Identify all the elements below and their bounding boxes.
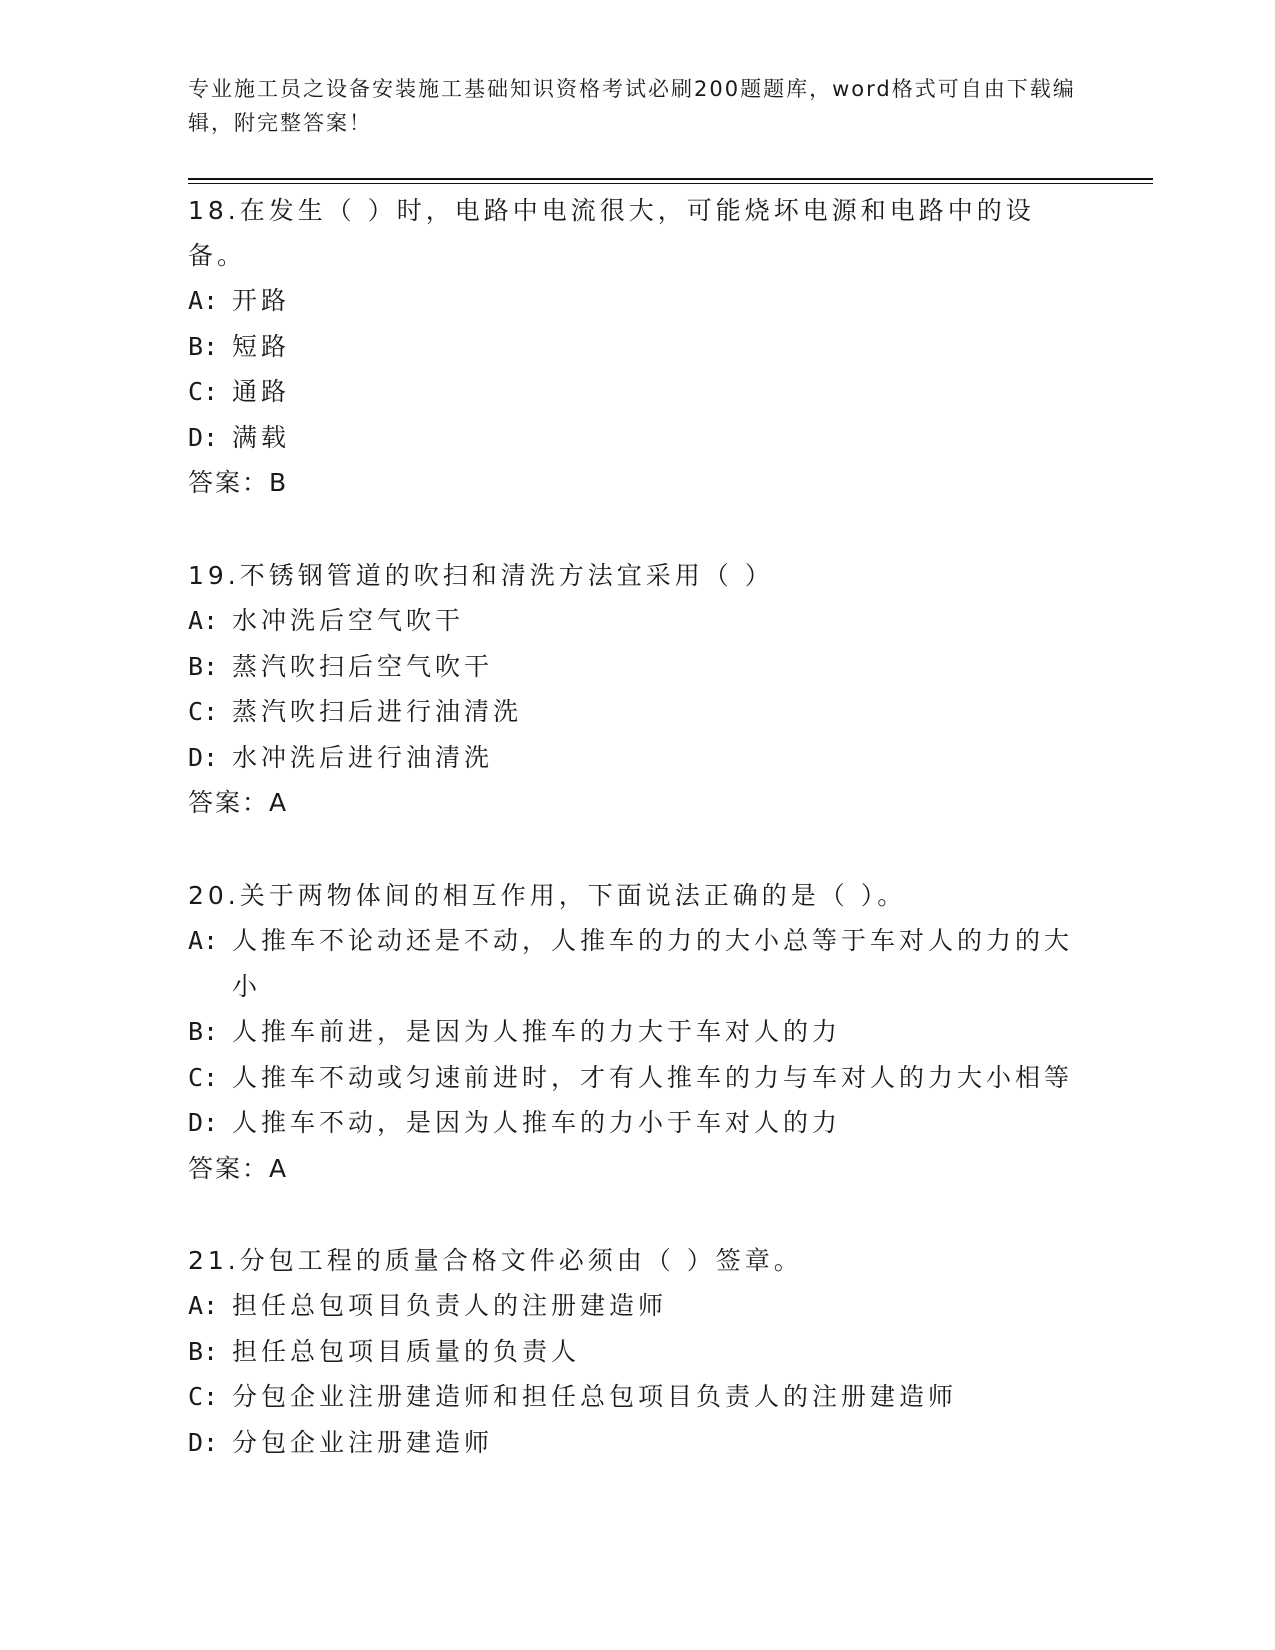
option-letter: D:	[188, 1427, 219, 1457]
question-20	[188, 873, 1088, 1191]
question-stem: 18.在发生（ ）时，电路中电流很大，可能烧坏电源和电路中的设备。	[188, 196, 1035, 270]
option-letter: C:	[188, 1062, 219, 1092]
answer-line: 答案：A	[188, 788, 289, 817]
answer-line: 答案：A	[188, 1153, 289, 1183]
document-header: 专业施工员之设备安装施工基础知识资格考试必刷200题题库，word格式可自由下载编辑，附完整答案！	[188, 77, 1076, 135]
option-c	[188, 1055, 1088, 1101]
option-text: 水冲洗后进行油清洗	[232, 742, 494, 772]
option-letter: C:	[188, 697, 219, 726]
option-a	[188, 278, 1088, 324]
option-text: 人推车不动或匀速前进时，才有人推车的力与车对人的力大小相等	[232, 1062, 1074, 1092]
option-letter: B:	[188, 331, 219, 361]
question-19	[188, 553, 1088, 825]
option-letter: D:	[188, 742, 219, 772]
option-a	[188, 598, 1088, 644]
option-text: 人推车不论动还是不动，人推车的力的大小总等于车对人的力的大小	[232, 926, 1074, 1001]
question-stem: 21.分包工程的质量合格文件必须由（ ）签章。	[188, 1246, 803, 1275]
option-text: 满载	[232, 422, 291, 452]
option-d	[188, 735, 1088, 781]
option-letter: A:	[188, 1291, 219, 1320]
option-text: 担任总包项目负责人的注册建造师	[232, 1291, 668, 1320]
option-letter: D:	[188, 422, 219, 452]
option-text: 短路	[232, 331, 291, 361]
option-b	[188, 1329, 1088, 1375]
option-c	[188, 369, 1088, 415]
question-21	[188, 1238, 1088, 1465]
option-d	[188, 1420, 1088, 1466]
question-stem: 20.关于两物体间的相互作用，下面说法正确的是（ ）。	[188, 881, 907, 910]
option-text: 人推车不动，是因为人推车的力小于车对人的力	[232, 1108, 842, 1137]
option-c	[188, 689, 1088, 735]
header-rule-thin	[188, 183, 1153, 184]
option-letter: B:	[188, 1017, 219, 1046]
option-letter: A:	[188, 286, 219, 315]
option-text: 担任总包项目质量的负责人	[232, 1336, 581, 1366]
option-d	[188, 1100, 1088, 1146]
option-letter: B:	[188, 1336, 219, 1366]
option-b	[188, 324, 1088, 370]
option-d	[188, 415, 1088, 461]
question-18	[188, 188, 1088, 505]
option-text: 分包企业注册建造师	[232, 1427, 494, 1457]
option-text: 人推车前进，是因为人推车的力大于车对人的力	[232, 1017, 842, 1046]
option-text: 通路	[232, 377, 291, 406]
option-text: 蒸汽吹扫后空气吹干	[232, 651, 494, 681]
option-letter: B:	[188, 651, 219, 681]
option-b	[188, 1009, 1088, 1055]
option-letter: C:	[188, 1382, 219, 1411]
option-letter: C:	[188, 377, 219, 406]
option-letter: A:	[188, 926, 219, 955]
answer-line: 答案：B	[188, 468, 289, 497]
question-stem: 19.不锈钢管道的吹扫和清洗方法宜采用（ ）	[188, 561, 774, 590]
option-a	[188, 918, 1088, 1009]
option-b	[188, 644, 1088, 690]
option-c	[188, 1374, 1088, 1420]
option-text: 蒸汽吹扫后进行油清洗	[232, 697, 523, 726]
option-letter: D:	[188, 1108, 219, 1137]
option-letter: A:	[188, 606, 219, 635]
option-text: 水冲洗后空气吹干	[232, 606, 465, 635]
option-text: 分包企业注册建造师和担任总包项目负责人的注册建造师	[232, 1382, 958, 1411]
option-text: 开路	[232, 286, 291, 315]
option-a	[188, 1283, 1088, 1329]
header-rule-thick	[188, 178, 1153, 180]
